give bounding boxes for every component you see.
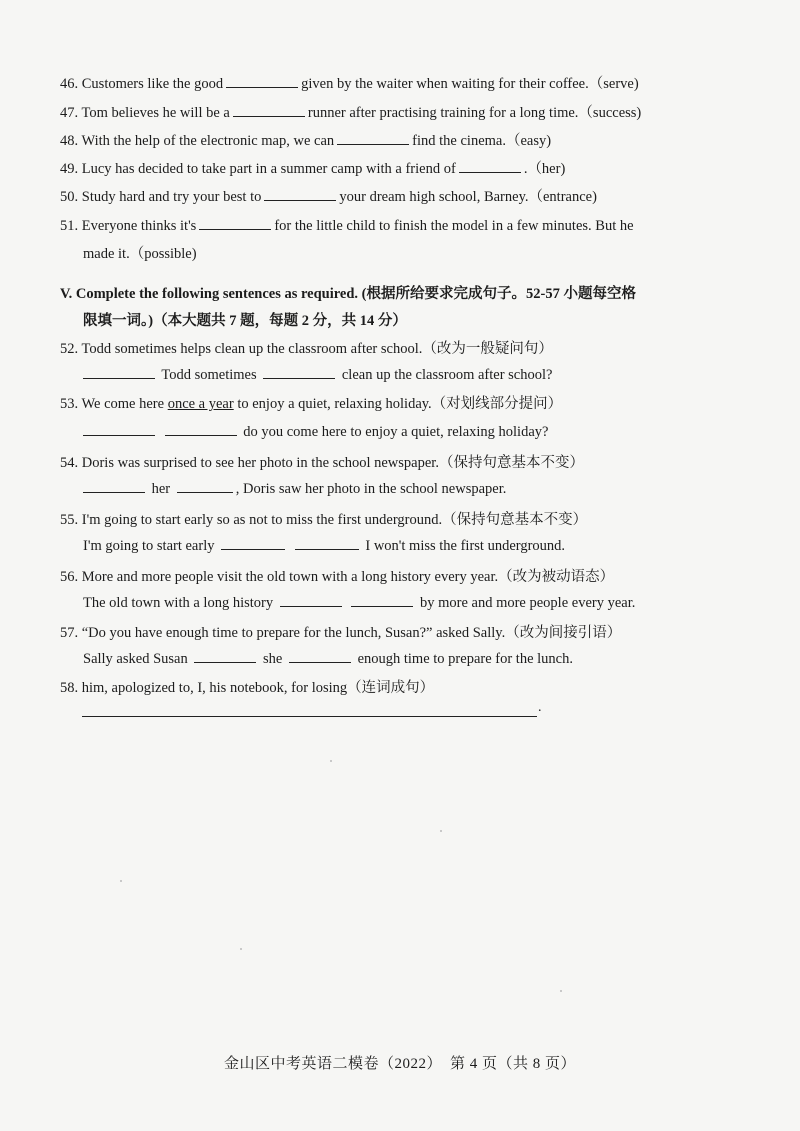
question-51-continued: made it.（possible) <box>83 246 197 262</box>
answer-blank-48[interactable] <box>337 127 409 145</box>
answer-blank-53a[interactable] <box>83 418 155 436</box>
question-55-answer: I'm going to start early I won't miss the first underground. <box>60 532 763 560</box>
answer-blank-55b[interactable] <box>295 532 359 550</box>
question-52: 52. Todd sometimes helps clean up the classroom after school.（改为一般疑问句） <box>60 341 553 357</box>
answer-blank-47[interactable] <box>233 99 305 117</box>
question-51: 51. Everyone thinks it's for the little child to finish the model in a few minutes. But he <box>60 212 740 240</box>
question-53-answer: do you come here to enjoy a quiet, relaxing holiday? <box>60 418 763 446</box>
scan-speck <box>560 990 562 992</box>
page-footer: 金山区中考英语二模卷（2022） 第 4 页（共 8 页） <box>223 1056 576 1072</box>
answer-blank-54a[interactable] <box>83 475 145 493</box>
underlined-phrase: once a year <box>167 396 234 412</box>
question-55: 55. I'm going to start early so as not to miss the first underground.（保持句意基本不变） <box>60 512 588 528</box>
question-57-answer: Sally asked Susan she enough time to prepare for the lunch. <box>60 645 763 673</box>
sentence-end-period: . <box>538 700 542 715</box>
question-49: 49. Lucy has decided to take part in a summer camp with a friend of .（her) <box>60 155 740 183</box>
answer-blank-53b[interactable] <box>165 418 237 436</box>
answer-blank-50[interactable] <box>264 183 336 201</box>
question-54-answer: her , Doris saw her photo in the school newspaper. <box>60 475 763 503</box>
question-56-answer: The old town with a long history by more and more people every year. <box>60 589 763 617</box>
question-46: 46. Customers like the good given by the waiter when waiting for their coffee.（serve) <box>60 70 740 98</box>
answer-line-58[interactable] <box>82 715 537 717</box>
scan-speck <box>240 948 242 950</box>
answer-blank-55a[interactable] <box>221 532 285 550</box>
question-56: 56. More and more people visit the old town with a long history every year.（改为被动语态） <box>60 569 615 585</box>
answer-blank-49[interactable] <box>459 155 521 173</box>
question-47: 47. Tom believes he will be a runner after practising training for a long time.（success) <box>60 99 740 127</box>
answer-blank-56b[interactable] <box>351 589 413 607</box>
answer-blank-54b[interactable] <box>177 475 233 493</box>
question-54: 54. Doris was surprised to see her photo in the school newspaper.（保持句意基本不变） <box>60 455 584 471</box>
question-57: 57. “Do you have enough time to prepare for the lunch, Susan?” asked Sally.（改为间接引语） <box>60 625 622 641</box>
answer-blank-51[interactable] <box>199 212 271 230</box>
question-58: 58. him, apologized to, I, his notebook, for losing（连词成句） <box>60 680 435 696</box>
section-v-heading: V. Complete the following sentences as required. (根据所给要求完成句子。52-57 小题每空格 限填一词。)（本大题共 7 题，每题 2 分，共 14 分） <box>60 286 636 329</box>
question-53: 53. We come here once a year to enjoy a quiet, relaxing holiday.（对划线部分提问） <box>60 396 563 412</box>
scan-speck <box>330 760 332 762</box>
answer-blank-57a[interactable] <box>194 645 256 663</box>
answer-blank-57b[interactable] <box>289 645 351 663</box>
scan-speck <box>440 830 442 832</box>
answer-blank-52b[interactable] <box>263 361 335 379</box>
answer-blank-46[interactable] <box>226 70 298 88</box>
question-52-answer: Todd sometimes clean up the classroom after school? <box>60 361 763 389</box>
answer-blank-52a[interactable] <box>83 361 155 379</box>
scan-speck <box>120 880 122 882</box>
question-48: 48. With the help of the electronic map, we can find the cinema.（easy) <box>60 127 740 155</box>
answer-blank-56a[interactable] <box>280 589 342 607</box>
question-50: 50. Study hard and try your best to your dream high school, Barney.（entrance) <box>60 183 740 211</box>
